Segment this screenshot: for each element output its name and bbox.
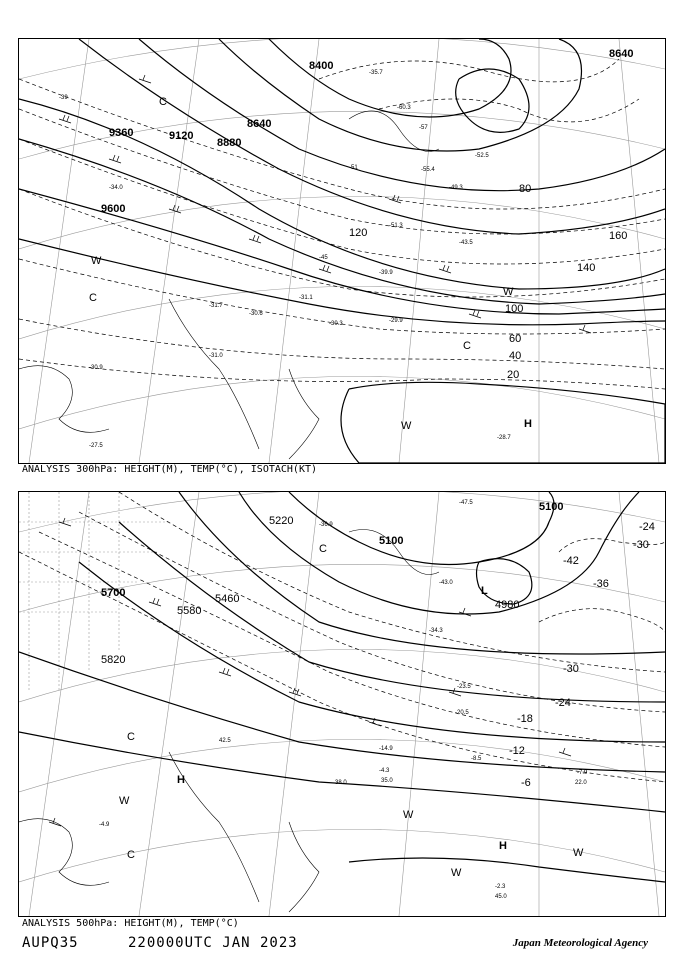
height-contours-500 xyxy=(19,492,665,882)
caption-300hpa: ANALYSIS 300hPa: HEIGHT(M), TEMP(°C), ISOTACH(KT) xyxy=(22,464,318,475)
warm-symbol: W xyxy=(119,795,130,807)
isotach-label: 120 xyxy=(349,227,368,239)
station-label: -23.5 xyxy=(457,684,471,690)
map-500hpa xyxy=(18,491,666,917)
station-label: -2.3 xyxy=(495,884,506,890)
temp-label: -60.3 xyxy=(397,105,411,111)
station-label: -8.5 xyxy=(471,756,482,762)
isotherm-label: -30 xyxy=(563,663,579,675)
height-label: 9360 xyxy=(109,127,134,139)
temp-label: -49.3 xyxy=(449,185,463,191)
station-label: 38.0 xyxy=(335,780,347,786)
high-pressure-symbol: H xyxy=(524,418,532,430)
cold-symbol: C xyxy=(463,340,471,352)
low-pressure-symbol: L xyxy=(481,585,488,597)
station-label: -4.3 xyxy=(379,768,390,774)
warm-symbol: W xyxy=(573,847,584,859)
cold-symbol: C xyxy=(159,96,167,108)
temp-label: -39.9 xyxy=(379,270,393,276)
height-label: 5700 xyxy=(101,587,126,599)
height-label: 8640 xyxy=(609,48,634,60)
cold-symbol: C xyxy=(127,849,135,861)
temp-label: -34.0 xyxy=(109,185,123,191)
height-label: 8640 xyxy=(247,118,272,130)
caption-500hpa: ANALYSIS 500hPa: HEIGHT(M), TEMP(°C) xyxy=(22,918,239,929)
isotach-label: 20 xyxy=(507,369,520,381)
warm-symbol: W xyxy=(401,420,412,432)
cold-symbol: C xyxy=(127,731,135,743)
height-label: 4980 xyxy=(495,599,520,611)
isotach-label: 60 xyxy=(509,333,522,345)
warm-symbol: W xyxy=(91,255,102,267)
temp-label: -27.5 xyxy=(89,443,103,449)
temp-label: -35.7 xyxy=(369,70,383,76)
isotach-label: 80 xyxy=(519,183,532,195)
graticule-300 xyxy=(19,39,665,463)
warm-symbol: W xyxy=(403,809,414,821)
isotherm-label: -24 xyxy=(639,521,655,533)
station-label: 22.0 xyxy=(575,780,587,786)
height-label: 5220 xyxy=(269,515,294,527)
map-300hpa-drawing xyxy=(19,39,665,463)
station-label: 35.0 xyxy=(381,778,393,784)
station-label: -43.0 xyxy=(439,580,453,586)
temp-label: -30.9 xyxy=(89,365,103,371)
station-label: -47.5 xyxy=(459,500,473,506)
height-label: 9120 xyxy=(169,130,194,142)
cold-symbol: C xyxy=(89,292,97,304)
temp-label: -43.5 xyxy=(459,240,473,246)
station-label: -7.9 xyxy=(577,770,588,776)
station-label: 45.0 xyxy=(495,894,507,900)
temp-label: -51 xyxy=(349,165,358,171)
temp-label: -30.6 xyxy=(249,311,263,317)
station-labels-500 xyxy=(99,500,588,900)
isotach-label: 140 xyxy=(577,262,596,274)
warm-symbol: W xyxy=(503,286,514,298)
cold-symbol: C xyxy=(319,543,327,555)
isotherm-label: -24 xyxy=(555,697,571,709)
high-pressure-symbol: H xyxy=(177,774,185,786)
temp-label: -45 xyxy=(319,255,328,261)
temp-label: -52.5 xyxy=(475,153,489,159)
height-label: 8880 xyxy=(217,137,242,149)
height-label: 8400 xyxy=(309,60,334,72)
station-label: 42.5 xyxy=(219,738,231,744)
temp-label: -30.3 xyxy=(329,321,343,327)
isotherm-label: -12 xyxy=(509,745,525,757)
temp-label: -28.7 xyxy=(497,435,511,441)
high-pressure-symbol: H xyxy=(499,840,507,852)
valid-time: 220000UTC JAN 2023 xyxy=(128,935,298,951)
map-300hpa xyxy=(18,38,666,464)
isotherm-label: -30 xyxy=(633,539,649,551)
height-label: 5820 xyxy=(101,654,126,666)
height-label: 5100 xyxy=(379,535,404,547)
chart-code: AUPQ35 xyxy=(22,935,79,951)
isotherm-label: -42 xyxy=(563,555,579,567)
map-500hpa-drawing xyxy=(19,492,665,916)
isotach-lines-300 xyxy=(19,59,665,389)
isotach-label: 100 xyxy=(505,303,524,315)
height-label: 5100 xyxy=(539,501,564,513)
station-label: -4.9 xyxy=(99,822,110,828)
temp-label: -55.4 xyxy=(421,167,435,173)
warm-symbol: W xyxy=(451,867,462,879)
agency-credit: Japan Meteorological Agency xyxy=(512,937,648,949)
station-label: -14.9 xyxy=(379,746,393,752)
temp-label: -57 xyxy=(419,125,428,131)
isotherm-label: -6 xyxy=(521,777,531,789)
isotherm-label: -36 xyxy=(593,578,609,590)
isotherm-label: -18 xyxy=(517,713,533,725)
temp-label: -31.7 xyxy=(209,303,223,309)
temp-label: -31.0 xyxy=(209,353,223,359)
temp-label: -51.3 xyxy=(389,223,403,229)
station-label: -20.5 xyxy=(455,710,469,716)
station-label: -36.9 xyxy=(319,522,333,528)
temp-label: -39 xyxy=(59,95,68,101)
system-symbols-500 xyxy=(119,543,584,879)
isotach-label: 160 xyxy=(609,230,628,242)
height-label: 5460 xyxy=(215,593,240,605)
station-label: -34.3 xyxy=(429,628,443,634)
isotherm-lines-500 xyxy=(19,492,665,782)
height-label: 5580 xyxy=(177,605,202,617)
isotherm-labels-500 xyxy=(509,521,655,789)
isotach-label: 40 xyxy=(509,350,522,362)
height-contours-300 xyxy=(19,39,665,463)
height-label: 9600 xyxy=(101,203,126,215)
temp-label: -31.1 xyxy=(299,295,313,301)
temp-label: -29.9 xyxy=(389,318,403,324)
